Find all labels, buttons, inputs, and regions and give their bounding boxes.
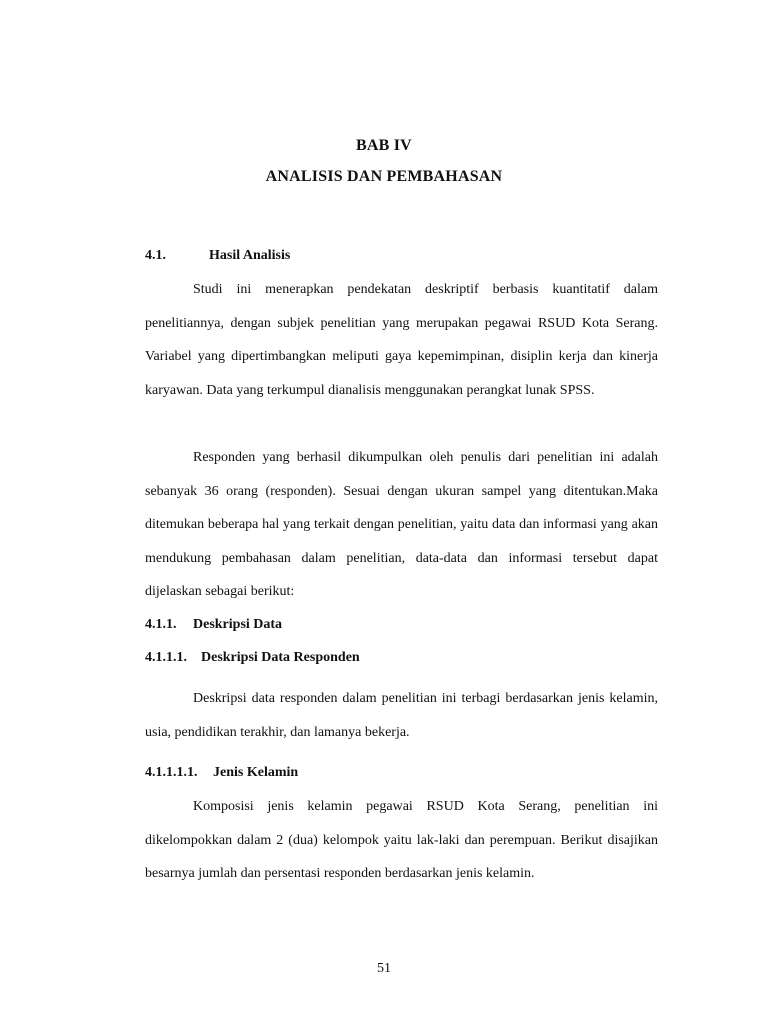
section-number: 4.1.1.1. (145, 650, 187, 665)
section-title: Jenis Kelamin (213, 765, 299, 780)
section-title: Deskripsi Data (193, 617, 283, 632)
paragraph-3: Deskripsi data responden dalam penelitian ini terbagi berdasarkan jenis kelamin, usia, pendidikan terakhir, dan lamanya bekerja. (145, 691, 658, 740)
paragraph-1: Studi ini menerapkan pendekatan deskriptif berbasis kuantitatif dalam penelitiannya, dengan subjek penelitian yang merupakan pegawai RSUD Kota Serang. Variabel yang dipertimbangkan meliputi gaya kepemimpinan, disiplin kerja dan kinerja karyawan. Data yang terkumpul dianalisis menggunakan perangkat lunak SPSS. (145, 282, 658, 398)
section-heading-4-1-1 (145, 617, 282, 633)
section-number: 4.1. (145, 248, 166, 263)
paragraph-2: Responden yang berhasil dikumpulkan oleh penulis dari penelitian ini adalah sebanyak 36 orang (responden). Sesuai dengan ukuran sampel yang ditentukan.Maka ditemukan beberapa hal yang terkait dengan penelitian, yaitu data dan informasi yang akan mendukung pembahasan dalam penelitian, data-data dan informasi tersebut dapat dijelaskan sebagai berikut: (145, 450, 658, 600)
section-heading-4-1-1-1 (145, 650, 360, 666)
section-heading-4-1-1-1-1 (145, 765, 298, 781)
section-number: 4.1.1. (145, 617, 177, 632)
page-number: 51 (377, 961, 391, 976)
chapter-number: BAB IV (356, 137, 412, 154)
chapter-title: ANALISIS DAN PEMBAHASAN (265, 168, 503, 185)
section-number: 4.1.1.1.1. (145, 765, 198, 780)
section-heading-4-1 (145, 248, 290, 264)
paragraph-4: Komposisi jenis kelamin pegawai RSUD Kota Serang, penelitian ini dikelompokkan dalam 2 (dua) kelompok yaitu lak-laki dan perempuan. Berikut disajikan besarnya jumlah dan persentasi responden berdasarkan jenis kelamin. (145, 799, 658, 882)
section-title: Hasil Analisis (209, 248, 291, 263)
section-title: Deskripsi Data Responden (201, 650, 360, 665)
